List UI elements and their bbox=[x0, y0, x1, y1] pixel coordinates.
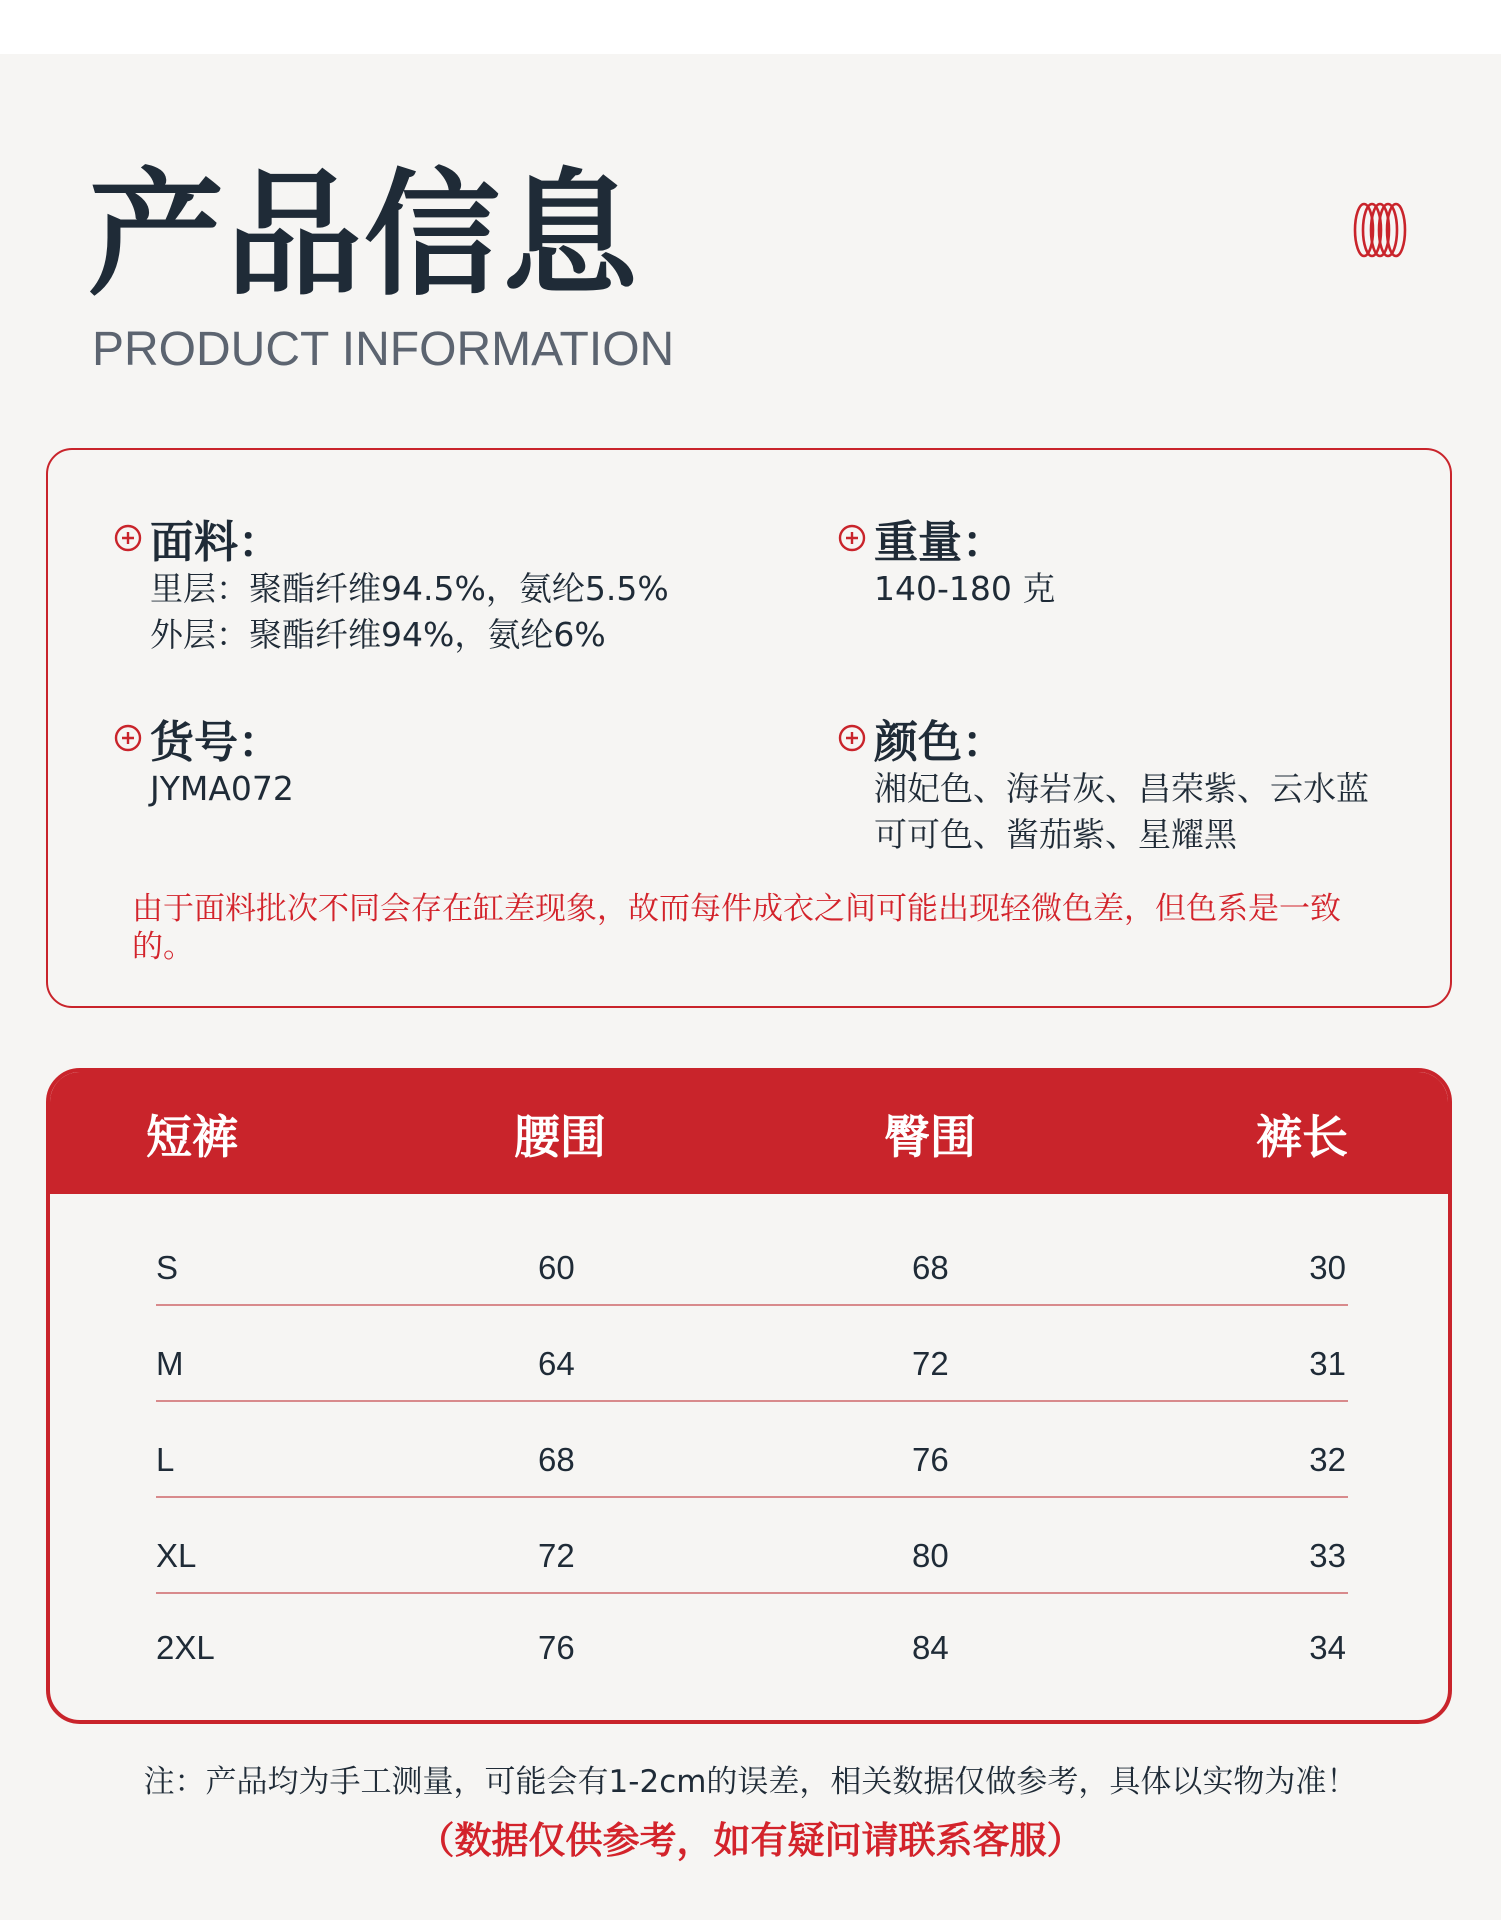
product-info-box bbox=[46, 448, 1452, 1008]
cell-waist: 64 bbox=[538, 1345, 575, 1382]
header-shorts: 短裤 bbox=[146, 1110, 238, 1164]
cell-length: 33 bbox=[1309, 1537, 1346, 1574]
plus-circle-icon bbox=[838, 524, 866, 552]
colors-label: 颜色： bbox=[874, 717, 1006, 768]
colors-block bbox=[838, 710, 1369, 858]
cell-length: 34 bbox=[1309, 1629, 1346, 1666]
cell-waist: 72 bbox=[538, 1537, 575, 1574]
table-row bbox=[50, 1412, 1448, 1508]
fabric-inner-layer: 里层：聚酯纤维94.5%，氨纶5.5% bbox=[150, 569, 669, 608]
weight-value: 140-180 克 bbox=[874, 569, 1056, 608]
header-length: 裤长 bbox=[1256, 1110, 1348, 1164]
table-row bbox=[50, 1600, 1448, 1696]
rings-icon bbox=[1350, 200, 1410, 260]
cell-waist: 60 bbox=[538, 1249, 575, 1286]
cell-waist: 68 bbox=[538, 1441, 575, 1478]
cell-hip: 72 bbox=[912, 1345, 949, 1382]
plus-circle-icon bbox=[114, 724, 142, 752]
size-table bbox=[46, 1068, 1452, 1724]
sku-label: 货号： bbox=[150, 717, 282, 768]
row-divider bbox=[156, 1304, 1348, 1306]
fabric-label: 面料： bbox=[150, 517, 282, 568]
row-divider bbox=[156, 1592, 1348, 1594]
fabric-block bbox=[114, 510, 669, 658]
cell-hip: 68 bbox=[912, 1249, 949, 1286]
cell-length: 32 bbox=[1309, 1441, 1346, 1478]
cell-length: 30 bbox=[1309, 1249, 1346, 1286]
cell-size: XL bbox=[156, 1537, 197, 1574]
plus-circle-icon bbox=[838, 724, 866, 752]
top-bar bbox=[0, 0, 1501, 54]
row-divider bbox=[156, 1496, 1348, 1498]
sku-value: JYMA072 bbox=[150, 769, 294, 808]
sku-block bbox=[114, 710, 294, 812]
row-divider bbox=[156, 1400, 1348, 1402]
cell-size: M bbox=[156, 1345, 184, 1382]
weight-block bbox=[838, 510, 1055, 612]
page-subtitle: PRODUCT INFORMATION bbox=[92, 323, 675, 376]
plus-circle-icon bbox=[114, 524, 142, 552]
table-row bbox=[50, 1508, 1448, 1604]
weight-label: 重量： bbox=[874, 517, 1006, 568]
colors-line-2: 可可色、酱茄紫、星耀黑 bbox=[874, 815, 1237, 854]
reference-note: （数据仅供参考，如有疑问请联系客服） bbox=[417, 1819, 1084, 1862]
cell-hip: 84 bbox=[912, 1629, 949, 1666]
header-waist: 腰围 bbox=[514, 1110, 606, 1164]
table-row bbox=[50, 1316, 1448, 1412]
cell-size: L bbox=[156, 1441, 175, 1478]
color-difference-note: 由于面料批次不同会存在缸差现象，故而每件成衣之间可能出现轻微色差，但色系是一致的。 bbox=[132, 891, 1341, 965]
cell-hip: 80 bbox=[912, 1537, 949, 1574]
cell-hip: 76 bbox=[912, 1441, 949, 1478]
cell-waist: 76 bbox=[538, 1629, 575, 1666]
fabric-outer-layer: 外层：聚酯纤维94%，氨纶6% bbox=[150, 615, 606, 654]
cell-size: S bbox=[156, 1249, 179, 1286]
measurement-note: 注：产品均为手工测量，可能会有1-2cm的误差，相关数据仅做参考，具体以实物为准！ bbox=[143, 1764, 1358, 1800]
table-row bbox=[50, 1220, 1448, 1316]
colors-line-1: 湘妃色、海岩灰、昌荣紫、云水蓝 bbox=[874, 769, 1369, 808]
cell-length: 31 bbox=[1309, 1345, 1346, 1382]
cell-size: 2XL bbox=[156, 1629, 215, 1666]
table-header bbox=[50, 1072, 1448, 1194]
page-title: 产品信息 bbox=[88, 157, 640, 315]
header-hip: 臀围 bbox=[884, 1110, 976, 1164]
